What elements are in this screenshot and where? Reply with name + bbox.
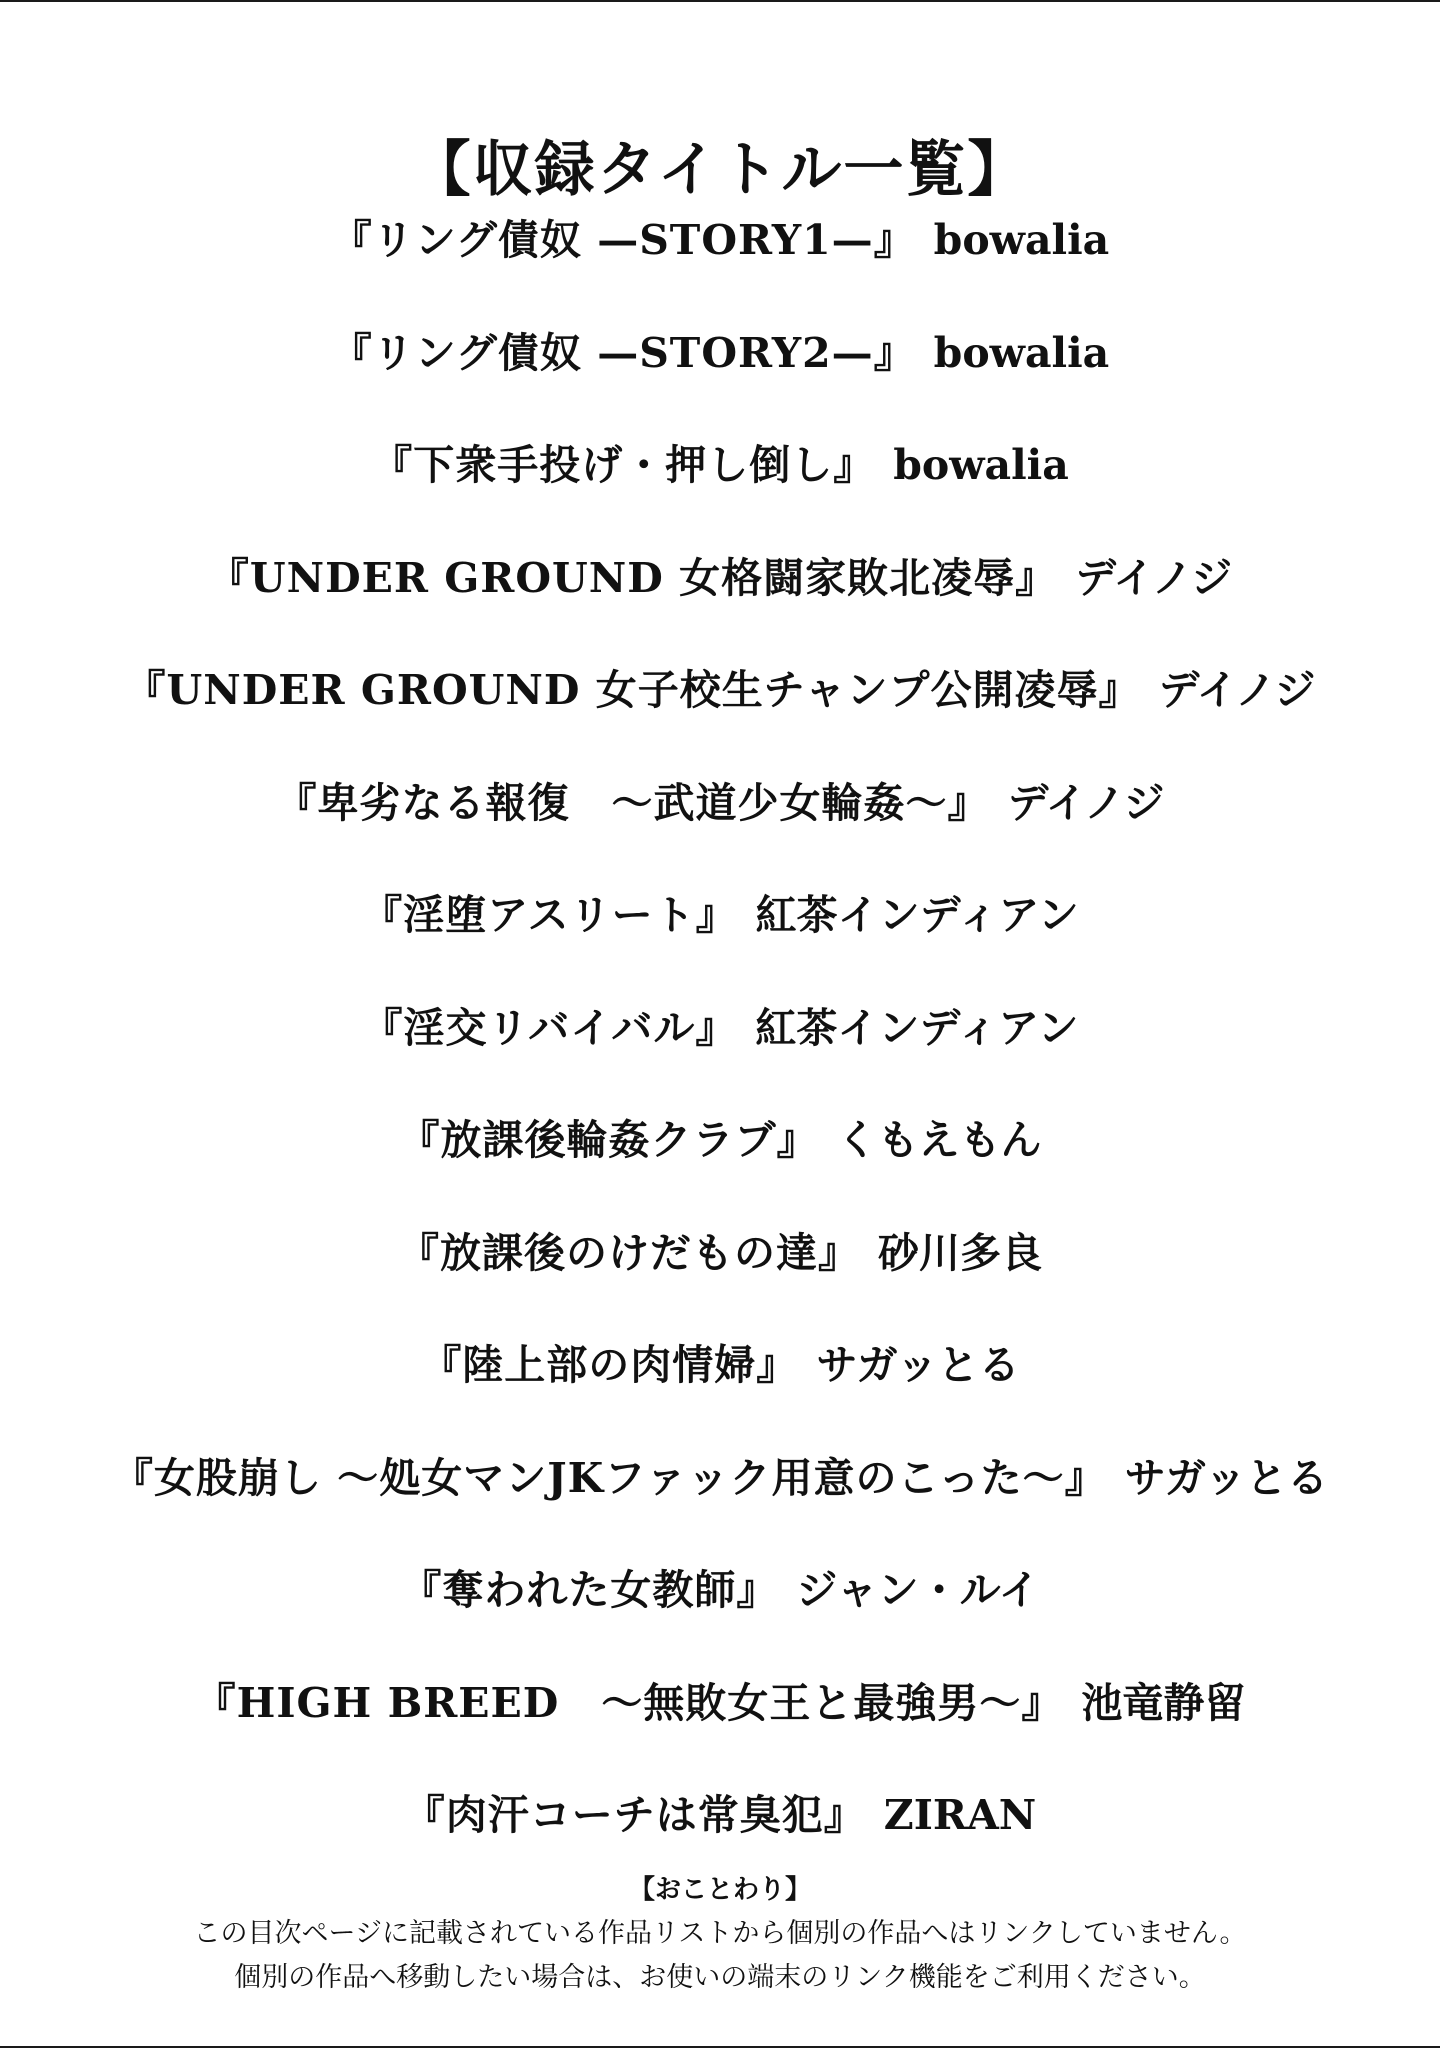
title-entry-8 (0, 993, 1440, 1106)
work-title: 『女股崩し ～処女マンJKファック用意のこった～』 (111, 1453, 1107, 1502)
work-title: 『HIGH BREED ～無敗女王と最強男～』 (194, 1678, 1064, 1727)
author-name: 砂川多良 (878, 1228, 1042, 1277)
author-name: サガッとる (816, 1341, 1020, 1389)
notice-line: この目次ページに記載されている作品リストから個別の作品へはリンクしていません。 (193, 1918, 1247, 1949)
author-name: 紅茶インディアン (755, 1003, 1079, 1052)
author-name: 紅茶インディアン (755, 891, 1079, 939)
notice-line: 個別の作品へ移動したい場合は、お使いの端末のリンク機能をご利用ください。 (234, 1962, 1206, 1993)
work-title: 『淫交リバイバル』 (361, 1003, 738, 1052)
work-title: 『下衆手投げ・押し倒し』 (371, 441, 876, 489)
author-name: ジャン・ルイ (796, 1566, 1040, 1614)
title-entry-6 (0, 768, 1440, 881)
work-title: 『卑劣なる報復 ～武道少女輪姦～』 (275, 778, 990, 827)
title-entry-14 (0, 1668, 1440, 1781)
work-title: 『UNDER GROUND 女格闘家敗北凌辱』 (207, 553, 1058, 602)
title-entry-11 (0, 1330, 1440, 1443)
author-name: bowalia (933, 328, 1110, 377)
page-title: 【収録タイトル一覧】 (410, 135, 1030, 206)
title-entry-12 (0, 1443, 1440, 1556)
work-title: 『奪われた女教師』 (400, 1566, 779, 1614)
title-entry-13 (0, 1555, 1440, 1668)
work-title: 『肉汗コーチは常臭犯』 (403, 1791, 866, 1839)
author-name: デイノジ (1075, 553, 1233, 602)
title-entry-3 (0, 430, 1440, 543)
author-name: デイノジ (1007, 778, 1165, 827)
author-name: デイノジ (1158, 666, 1316, 714)
work-title: 『リング債奴 —STORY1—』 (330, 216, 916, 264)
title-entry-1 (0, 205, 1440, 318)
title-entry-2 (0, 318, 1440, 431)
title-entry-10 (0, 1218, 1440, 1331)
notice-heading: 【おことわり】 (628, 1875, 811, 1905)
work-title: 『淫堕アスリート』 (361, 891, 738, 939)
title-list (0, 205, 1440, 1893)
author-name: bowalia (933, 216, 1110, 264)
work-title: 『陸上部の肉情婦』 (420, 1341, 799, 1389)
author-name: サガッとる (1124, 1453, 1329, 1502)
title-entry-5 (0, 655, 1440, 768)
title-entry-4 (0, 543, 1440, 656)
work-title: 『リング債奴 —STORY2—』 (330, 328, 916, 377)
title-entry-9 (0, 1105, 1440, 1218)
title-entry-7 (0, 880, 1440, 993)
top-border (0, 0, 1440, 2)
author-name: bowalia (893, 441, 1069, 489)
work-title: 『放課後のけだもの達』 (398, 1228, 860, 1277)
work-title: 『UNDER GROUND 女子校生チャンプ公開凌辱』 (124, 666, 1141, 714)
author-name: ZIRAN (883, 1791, 1037, 1839)
author-name: 池竜静留 (1081, 1678, 1246, 1727)
author-name: くもえもん (836, 1116, 1042, 1164)
work-title: 『放課後輪姦クラブ』 (398, 1116, 819, 1164)
disclaimer-notice (0, 1868, 1440, 2000)
